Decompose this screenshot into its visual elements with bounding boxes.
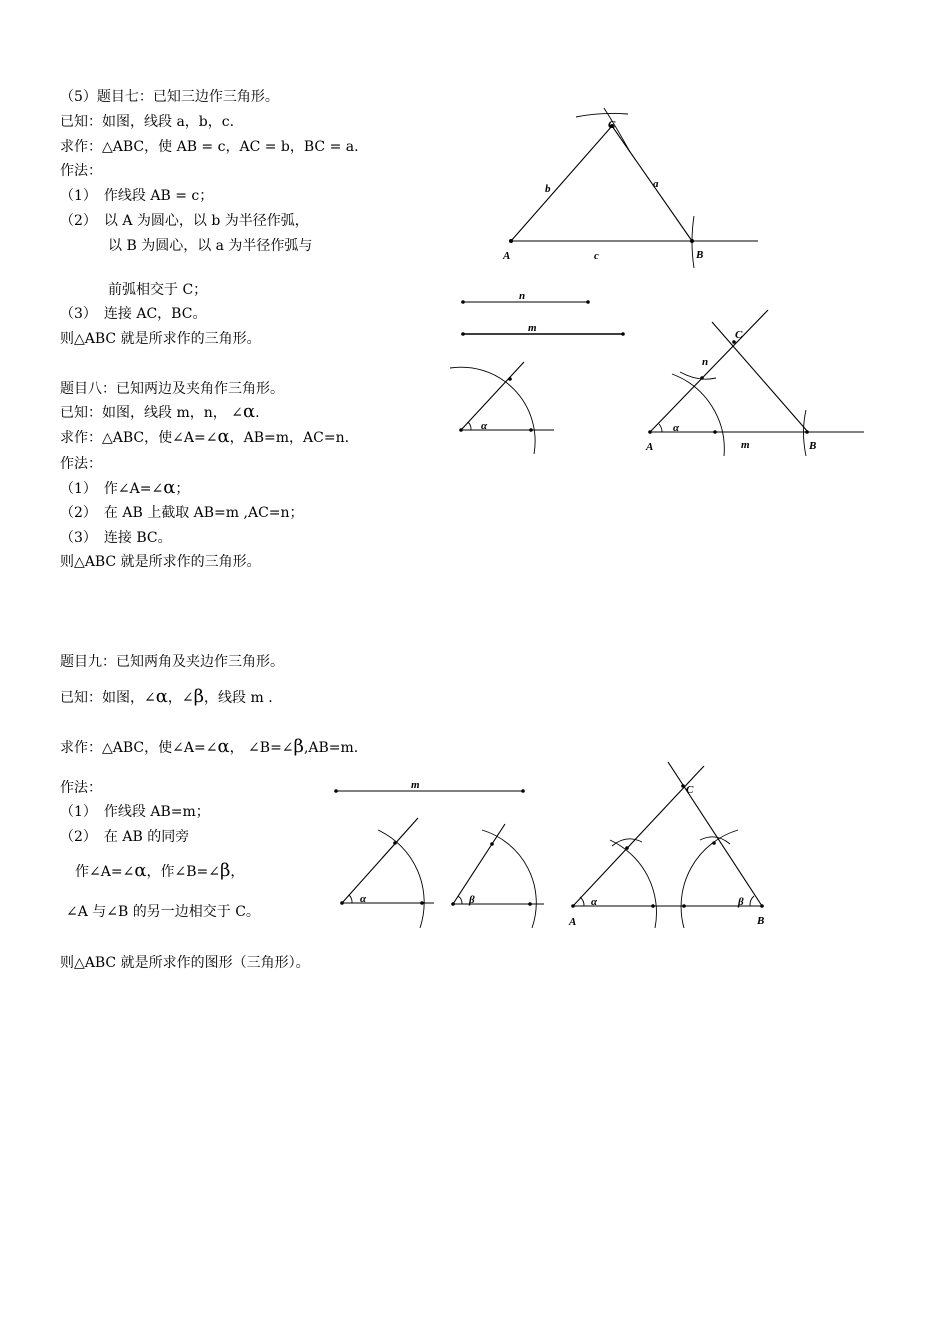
alpha-symbol: α xyxy=(217,426,230,447)
p9-method: 作法： xyxy=(60,780,102,796)
beta-symbol: β xyxy=(219,860,231,881)
label-n: n xyxy=(519,290,526,302)
figure-p9-segment xyxy=(334,779,525,793)
point-a xyxy=(509,239,513,243)
label-c: C xyxy=(608,119,616,131)
arc-from-a xyxy=(576,113,628,117)
label-m: m xyxy=(411,779,420,791)
p7-title: （5）题目七：已知三边作三角形。 xyxy=(60,89,279,105)
label-c: C xyxy=(735,329,743,341)
p8-method: 作法： xyxy=(60,456,102,472)
beta-symbol: β xyxy=(293,736,304,757)
label-c: C xyxy=(686,784,694,796)
arc-construction xyxy=(450,367,535,454)
figure-p8-angle-alpha xyxy=(450,362,554,454)
p8-step2: （2） 在 AB 上截取 AB=m ,AC=n； xyxy=(60,505,304,521)
label-b: B xyxy=(696,249,704,261)
p8-known-end: . xyxy=(255,405,260,421)
label-b: B xyxy=(809,440,817,452)
p8-known-text: 已知：如图，线段 m，n， ∠ xyxy=(60,405,243,421)
alpha-symbol: α xyxy=(242,401,256,422)
p9-step2b-b: ，作∠B=∠ xyxy=(146,864,220,880)
p7-step1: （1） 作线段 AB = c； xyxy=(60,188,214,204)
p9-step2b-c: ， xyxy=(230,864,245,880)
figure-p9-triangle xyxy=(568,762,764,928)
p7-known: 已知：如图，线段 a，b，c. xyxy=(60,114,235,130)
figure-p7-triangle xyxy=(502,108,758,268)
p9-step2: （2） 在 AB 的同旁 xyxy=(60,829,190,845)
label-n: n xyxy=(702,356,709,368)
p7-step2a: （2） 以 A 为圆心，以 b 为半径作弧， xyxy=(60,213,309,229)
figure-p8-segments xyxy=(461,290,625,336)
label-alpha: α xyxy=(360,893,367,905)
segment-bc xyxy=(612,126,692,241)
p9-step2c: ∠A 与∠B 的另一边相交于 C。 xyxy=(66,904,260,920)
alpha-symbol: α xyxy=(163,477,176,498)
p8-find-b: ，AB=m，AC=n. xyxy=(229,430,350,446)
p9-conclusion: 则△ABC 就是所求作的图形（三角形）。 xyxy=(60,955,310,971)
label-m: m xyxy=(528,322,537,334)
label-a: A xyxy=(569,916,577,928)
figure-p9-angle-beta xyxy=(451,824,544,928)
p7-step2b: 以 B 为圆心，以 a 为半径作弧与 xyxy=(108,238,313,254)
p9-known-a: 已知：如图，∠ xyxy=(60,690,156,706)
p8-conclusion: 则△ABC 就是所求作的三角形。 xyxy=(60,554,261,570)
p9-find-c: ,AB=m. xyxy=(303,740,359,756)
p7-conclusion: 则△ABC 就是所求作的三角形。 xyxy=(60,331,261,347)
p7-method: 作法： xyxy=(60,163,102,179)
segment-ac xyxy=(511,126,612,241)
p9-find-a: 求作：△ABC，使∠A=∠ xyxy=(60,740,218,756)
label-side-a: a xyxy=(653,178,659,190)
label-beta: β xyxy=(469,894,475,906)
p9-step1: （1） 作线段 AB=m； xyxy=(60,804,210,820)
p8-title: 题目八：已知两边及夹角作三角形。 xyxy=(60,381,284,397)
label-beta: β xyxy=(738,896,744,908)
alpha-symbol: α xyxy=(134,860,147,881)
figure-p8-triangle xyxy=(645,310,864,456)
p8-step1-a: （1） 作∠A=∠ xyxy=(60,481,164,497)
p9-step2b-a: 作∠A=∠ xyxy=(75,864,135,880)
label-side-b: b xyxy=(545,183,551,195)
p8-step3: （3） 连接 BC。 xyxy=(60,530,172,546)
p8-find-a: 求作：△ABC，使∠A=∠ xyxy=(60,430,218,446)
label-alpha: α xyxy=(481,420,488,432)
label-m: m xyxy=(741,439,750,451)
p9-known-b: ，∠ xyxy=(167,690,194,706)
label-alpha: α xyxy=(591,896,598,908)
label-a: A xyxy=(646,441,654,453)
p7-step2c: 前弧相交于 C； xyxy=(108,282,208,298)
beta-symbol: β xyxy=(193,686,205,707)
p7-step3: （3） 连接 AC，BC。 xyxy=(60,306,207,322)
p7-find: 求作：△ABC，使 AB = c，AC = b，BC = a. xyxy=(60,139,359,155)
label-a: A xyxy=(503,250,511,262)
label-side-c: c xyxy=(594,250,599,262)
point-b xyxy=(690,239,694,243)
p8-step1-b: ； xyxy=(175,481,190,497)
label-b: B xyxy=(757,915,765,927)
p9-find-b: ， ∠B=∠ xyxy=(229,740,294,756)
alpha-symbol: α xyxy=(155,686,168,707)
alpha-symbol: α xyxy=(217,736,230,757)
figure-p9-angle-alpha xyxy=(340,818,434,928)
p9-known-c: ，线段 m . xyxy=(204,690,273,706)
p9-title: 题目九：已知两角及夹边作三角形。 xyxy=(60,654,284,670)
label-alpha: α xyxy=(673,422,680,434)
